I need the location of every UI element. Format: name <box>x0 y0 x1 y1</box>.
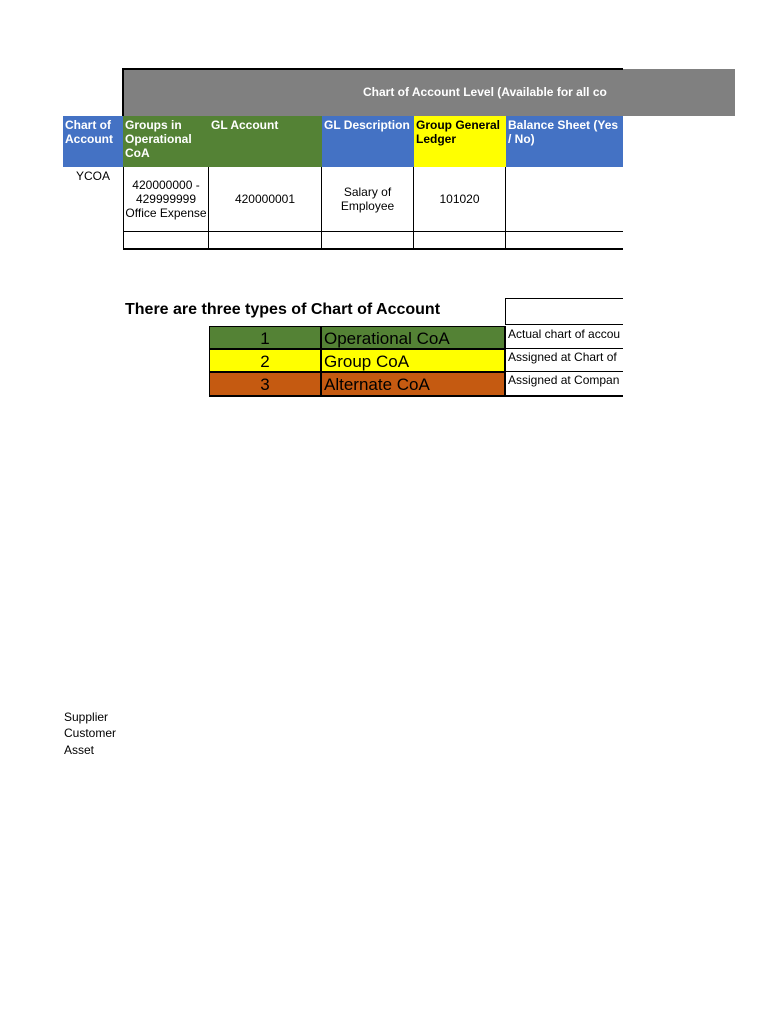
header-gl-account: GL Account <box>209 116 322 167</box>
list-item-customer: Customer <box>64 726 117 740</box>
empty-cell <box>506 232 623 250</box>
list-item-supplier: Supplier <box>64 710 109 724</box>
type-description: Assigned at Chart of <box>505 349 623 372</box>
type-number: 1 <box>209 326 321 349</box>
type-description: Assigned at Compan <box>505 372 623 397</box>
cell-balance-sheet <box>506 167 623 232</box>
header-balance-sheet: Balance Sheet (Yes / No) <box>506 116 623 167</box>
type-name: Group CoA <box>321 349 505 372</box>
types-title: There are three types of Chart of Account <box>125 301 441 318</box>
header-group-general-ledger: Group General Ledger <box>414 116 506 167</box>
banner-border-top <box>123 68 623 70</box>
cell-gl-account: 420000001 <box>209 167 322 232</box>
types-header-box <box>505 298 623 325</box>
type-name: Alternate CoA <box>321 372 505 397</box>
type-description: Actual chart of accou <box>505 326 623 349</box>
cell-chart-of-account: YCOA <box>75 169 110 183</box>
list-item-asset: Asset <box>64 743 95 757</box>
cell-groups: 420000000 - 429999999 Office Expense <box>123 167 209 232</box>
empty-cell <box>123 232 209 250</box>
header-groups-operational-coa: Groups in Operational CoA <box>123 116 209 167</box>
type-number: 3 <box>209 372 321 397</box>
banner-border-left <box>122 68 124 117</box>
header-gl-description: GL Description <box>322 116 414 167</box>
empty-cell <box>209 232 322 250</box>
banner <box>123 69 623 116</box>
banner-title: Chart of Account Level (Available for all co <box>363 85 607 99</box>
cell-gl-description: Salary of Employee <box>322 167 414 232</box>
empty-cell <box>322 232 414 250</box>
header-chart-of-account: Chart of Account <box>63 116 123 167</box>
cell-group-gl: 101020 <box>414 167 506 232</box>
type-number: 2 <box>209 349 321 372</box>
empty-cell <box>414 232 506 250</box>
type-name: Operational CoA <box>321 326 505 349</box>
